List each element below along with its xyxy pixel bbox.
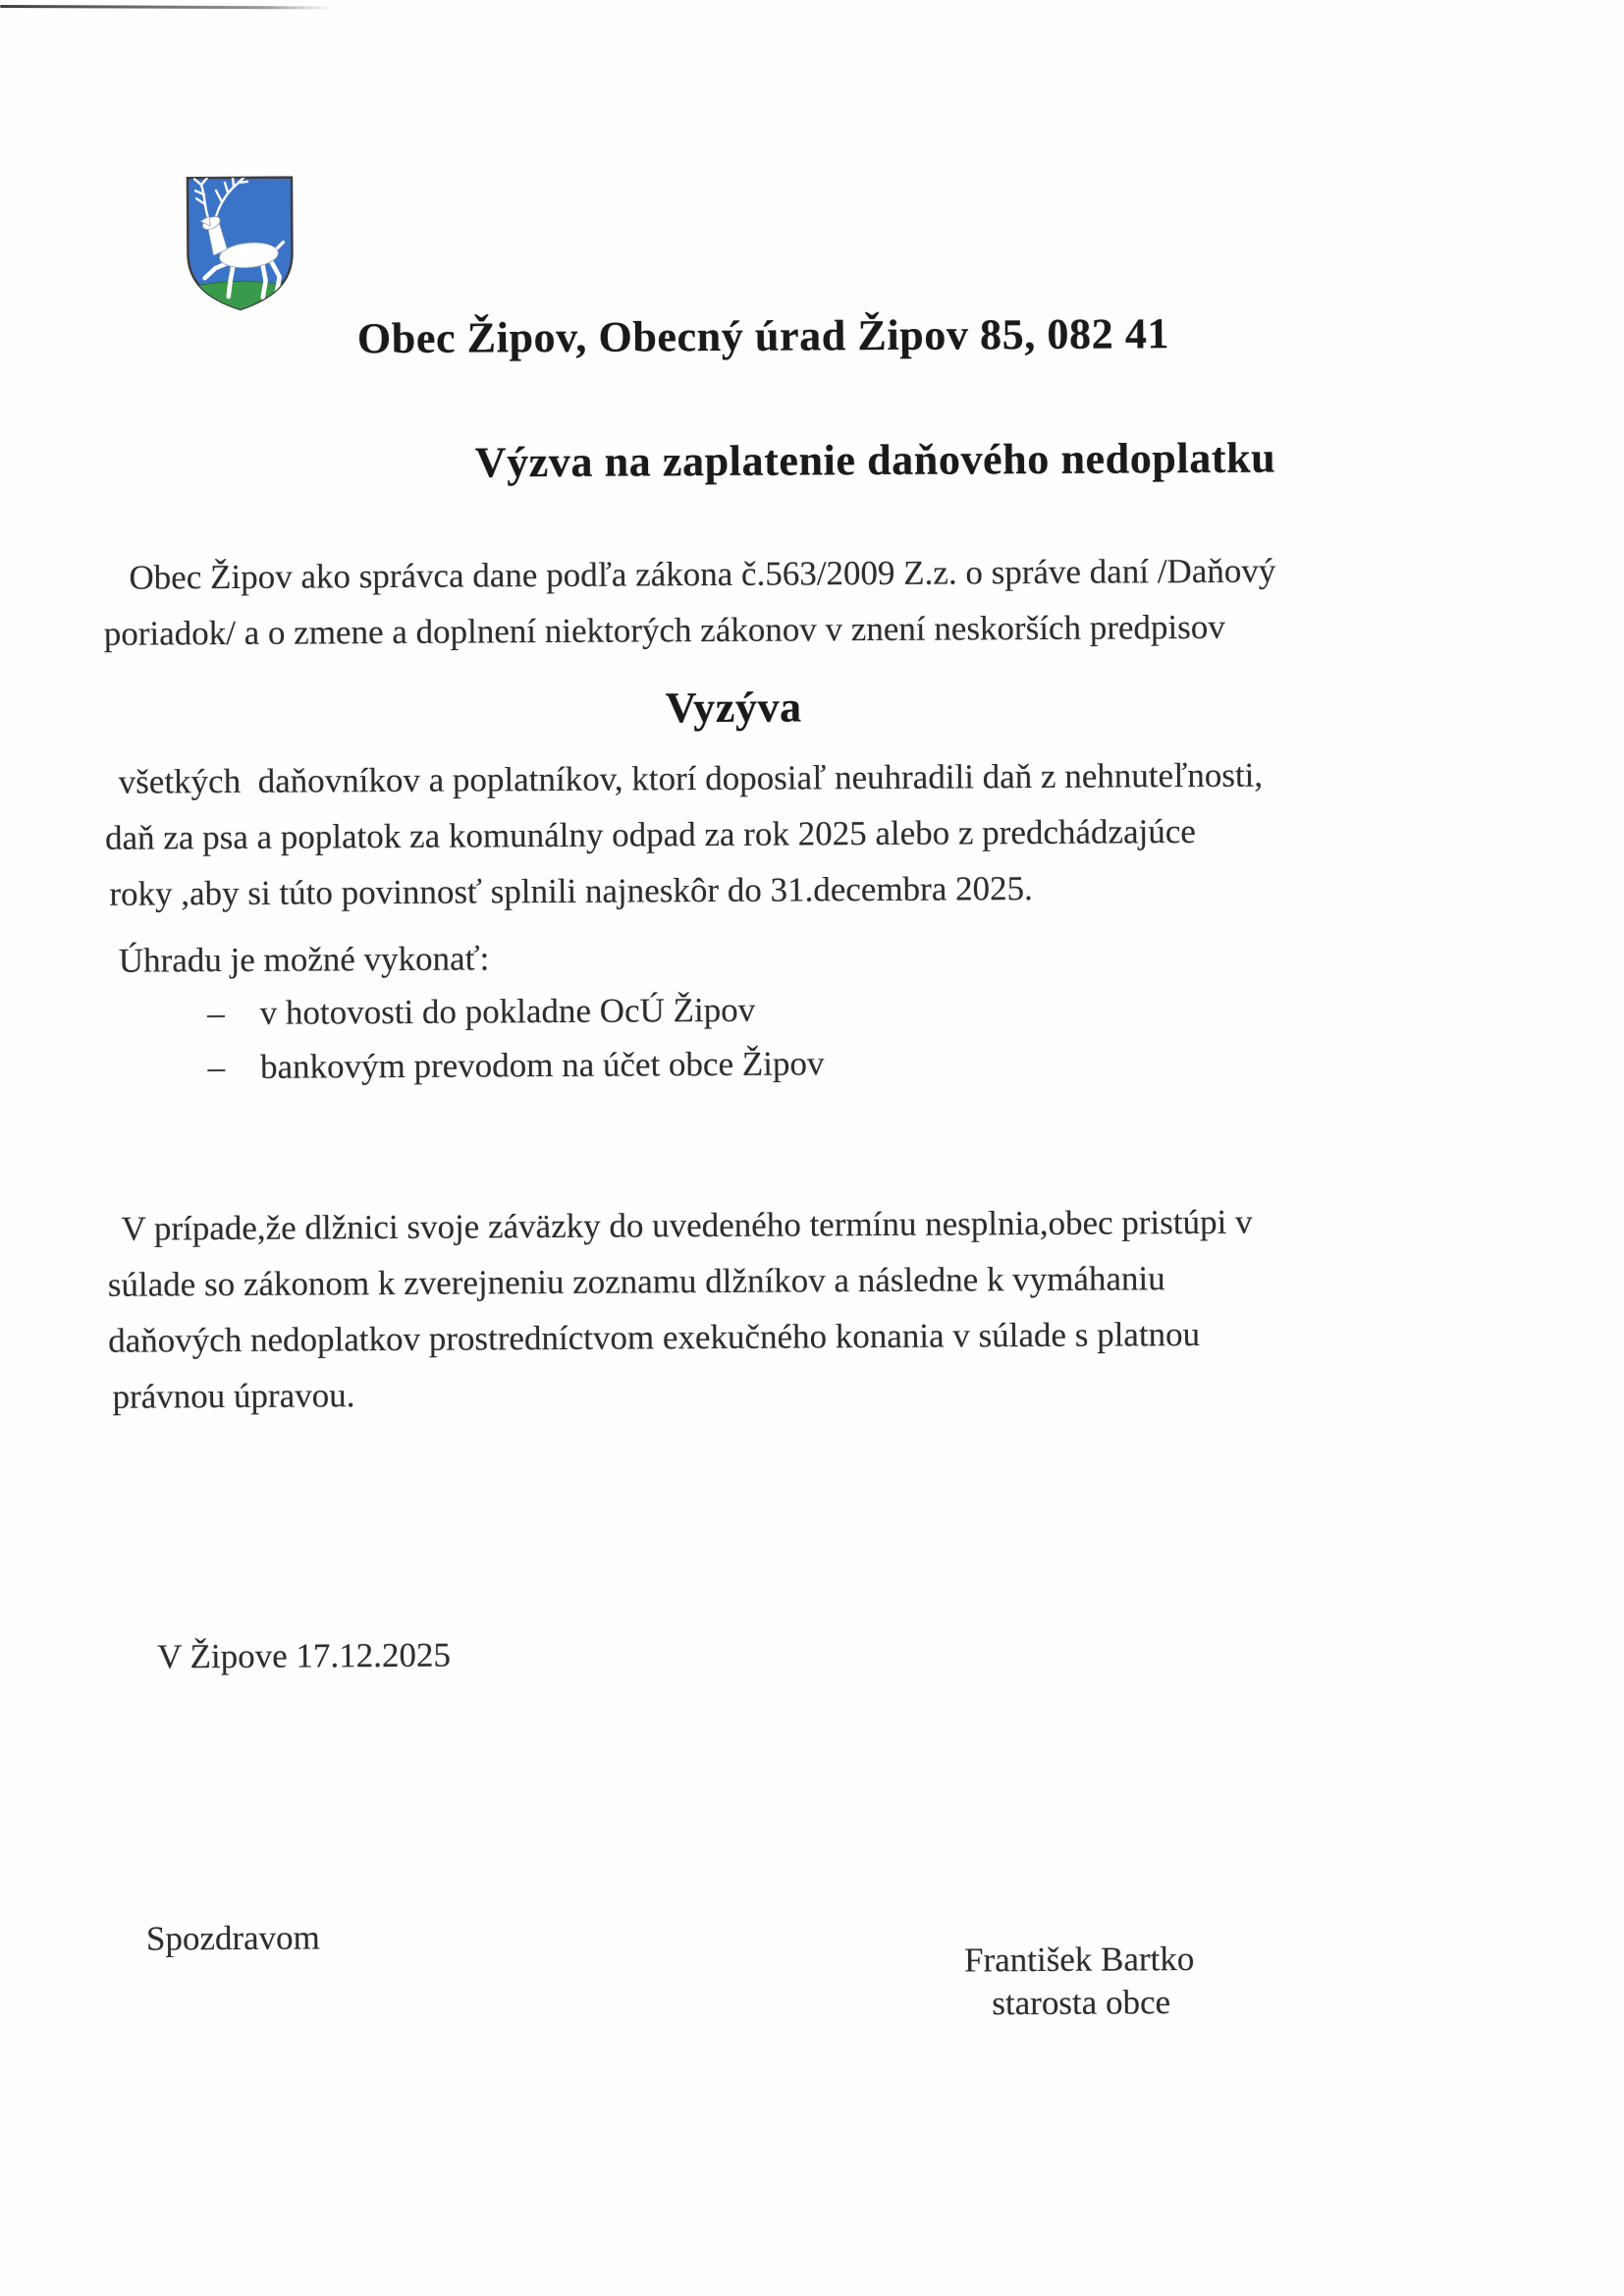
bullet-dash: – [207, 994, 225, 1033]
bullet-dash: – [207, 1048, 226, 1087]
warning-line-1: V prípade,že dlžnici svoje záväzky do uvedeného termínu nesplnia,obec pristúpi v [121, 1202, 1253, 1248]
summons-keyword: Vyzýva [665, 683, 802, 733]
payment-option-2: bankovým prevodom na účet obce Žipov [259, 1044, 825, 1086]
summons-line-2: daň za psa a poplatok za komunálny odpad za rok 2025 alebo z predchádzajúce [104, 812, 1196, 857]
signer-name: František Bartko [963, 1940, 1195, 1980]
summons-paragraph [105, 747, 1264, 922]
municipal-coat-of-arms [182, 173, 298, 314]
payment-option-row [207, 982, 755, 1041]
warning-line-4: právnou úpravou. [112, 1376, 355, 1416]
warning-line-2: súlade so zákonom k zverejneniu zoznamu dlžníkov a následne k vymáhaniu [107, 1259, 1165, 1304]
intro-line-2: poriadok/ a o zmene a doplnení niektorých zákonov v znení neskorších predpisov [103, 607, 1225, 653]
warning-line-3: daňových nedoplatkov prostredníctvom exekučného konania v súlade s platnou [108, 1314, 1201, 1360]
warning-paragraph [107, 1194, 1253, 1425]
intro-paragraph [103, 543, 1276, 662]
signer-title: starosta obce [992, 1983, 1171, 2023]
document-title: Výzva na zaplatenie daňového nedoplatku [474, 433, 1276, 487]
payment-intro: Úhradu je možné vykonať: [118, 939, 490, 980]
summons-line-3: roky ,aby si túto povinnosť splnili najneskôr do 31.decembra 2025. [109, 869, 1033, 913]
payment-option-1: v hotovosti do pokladne OcÚ Žipov [259, 990, 756, 1032]
date-line: V Žipove 17.12.2025 [157, 1635, 452, 1676]
intro-line-1: Obec Žipov ako správca dane podľa zákona č.563/2009 Z.z. o správe daní /Daňový [129, 551, 1276, 597]
municipality-header-line: Obec Žipov, Obecný úrad Žipov 85, 082 41 [356, 309, 1170, 363]
closing-salutation: Spozdravom [145, 1918, 320, 1958]
summons-line-1: všetkých daňovníkov a poplatníkov, ktorí doposiaľ neuhradili daň z nehnuteľnosti, [118, 755, 1264, 801]
payment-option-row [207, 1035, 824, 1095]
